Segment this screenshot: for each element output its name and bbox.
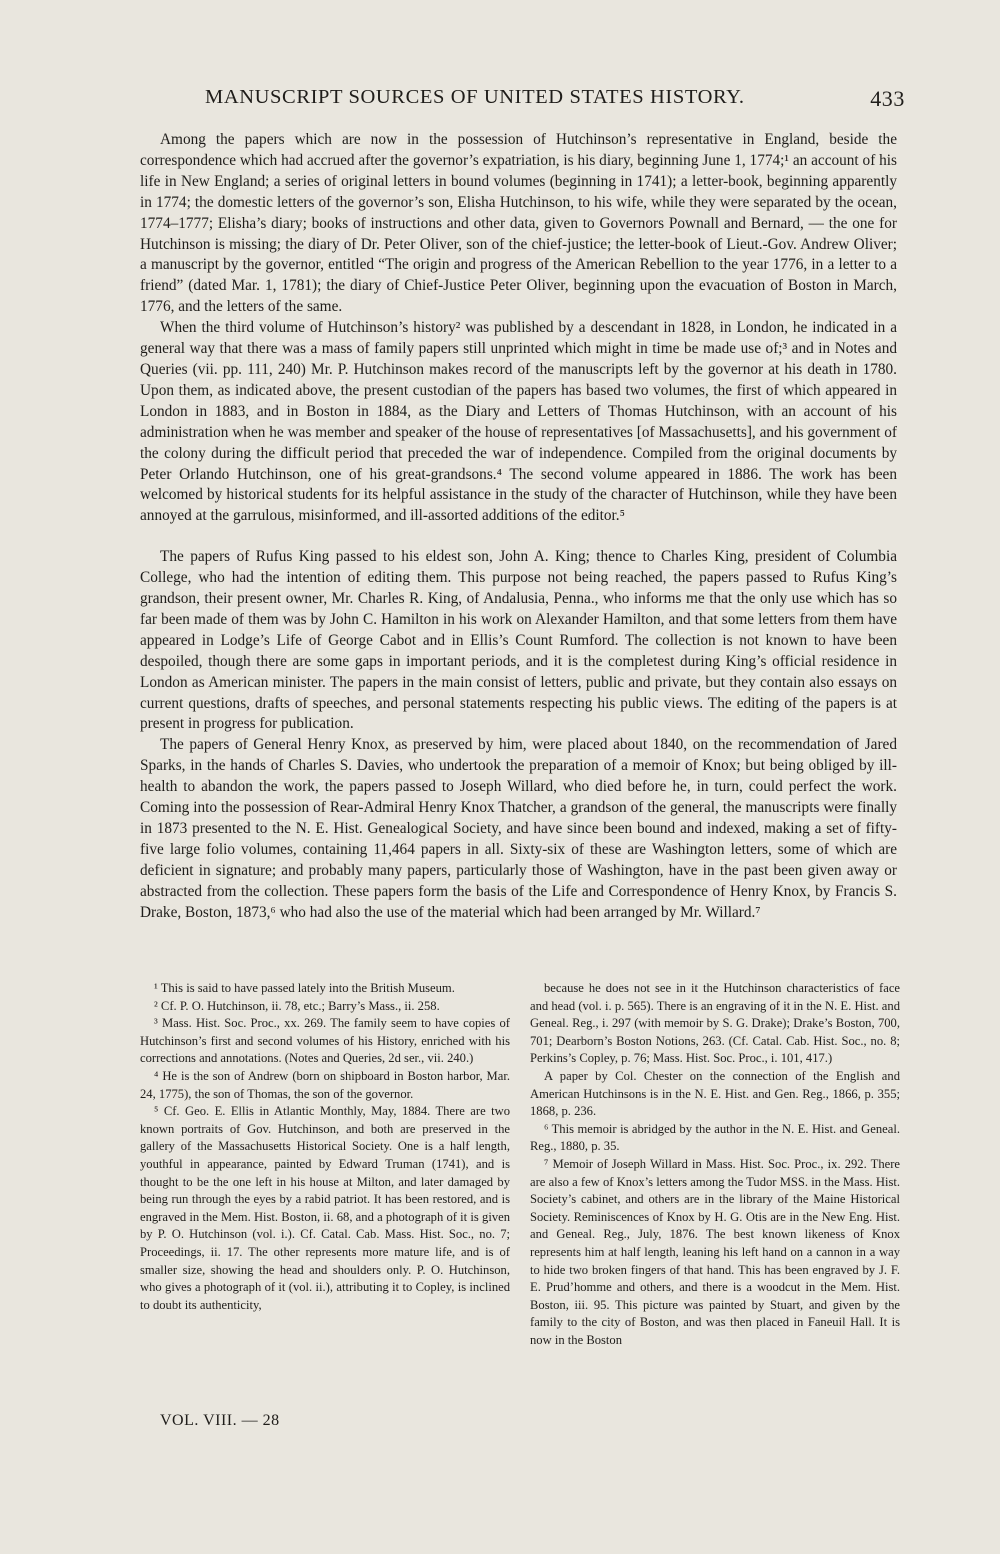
footnote-6: ⁶ This memoir is abridged by the author in the N. E. Hist. and Geneal. Reg., 1880, p. 35. bbox=[530, 1121, 900, 1154]
footnote-3: ³ Mass. Hist. Soc. Proc., xx. 269. The family seem to have copies of Hutchinson’s first and second volumes of his History, enriched with his corrections and annotations. (Notes and Queries, 2d ser., vii. 240.) bbox=[140, 1016, 510, 1066]
footnote-5: ⁵ Cf. Geo. E. Ellis in Atlantic Monthly, May, 1884. There are two known portraits of Gov. Hutchinson, and both are preserved in the gallery of the Massachusetts Historical Society. One is a half length, youthful in appearance, painted by Edward Truman (1741), and is thought to be the one left in his house at Milton, and later damaged by being run through the eyes by a rabid patriot. It has been restored, and is engraved in the Mem. Hist. Boston, ii. 68, and a photograph of it is given by P. O. Hutchinson (vol. i.). Cf. Catal. Cab. Mass. Hist. Soc., no. 7; Proceedings, ii. 17. The other represents more mature life, and is of smaller size, showing the head and shoulders only. P. O. Hutchinson, who gives a photograph of it (vol. ii.), attributing it to Copley, is inclined to doubt its authenticity, bbox=[140, 1104, 510, 1312]
page-number: 433 bbox=[870, 86, 905, 111]
paragraph-knox-papers: The papers of General Henry Knox, as preserved by him, were placed about 1840, on the recommendation of Jared Sparks, in the hands of Charles S. Davies, who undertook the preparation of a memoir of Knox; but being obliged by ill-health to abandon the work, the papers passed to Joseph Willard, who died before he, in turn, could perfect the work. Coming into the possession of Rear-Admiral Henry Knox Thatcher, a grandson of the general, the manuscripts were finally in 1873 presented to the N. E. Hist. Genealogical Society, and have since been bound and indexed, making a set of fifty-five large folio volumes, containing 11,464 papers in all. Sixty-six of these are Washington letters, some of which are deficient in signature; and probably many papers, particularly those of Washington, have in the past been given away or abstracted from the collection. These papers form the basis of the Life and Correspondence of Henry Knox, by Francis S. Drake, Boston, 1873,⁶ who had also the use of the material which had been arranged by Mr. Willard.⁷ bbox=[140, 736, 897, 921]
footnote-2: ² Cf. P. O. Hutchinson, ii. 78, etc.; Barry’s Mass., ii. 258. bbox=[154, 998, 440, 1013]
footnote-5-chester: A paper by Col. Chester on the connection of the English and American Hutchinsons is in the N. E. Hist. and Gen. Reg., 1866, p. 355; 1868, p. 236. bbox=[530, 1068, 900, 1119]
footnote-5-continued: because he does not see in it the Hutchinson characteristics of face and head (vol. i. p. 565). There is an engraving of it in the N. E. Hist. and Geneal. Reg., i. 297 (with memoir by S. G. Drake); Drake’s Boston, 700, 701; Dearborn’s Boston Notions, 263. (Cf. Catal. Cab. Hist. Soc., no. 8; Perkins’s Copley, p. 76; Mass. Hist. Soc. Proc., i. 101, 417.) bbox=[530, 981, 900, 1066]
paragraph-hutchinson-history: When the third volume of Hutchinson’s history² was published by a descendant in 1828, in London, he indicated in a general way that there was a mass of family papers still unprinted which might in time be made use of;³ and in Notes and Queries (vii. pp. 111, 240) Mr. P. Hutchinson makes record of the manuscripts left by the governor at his death in 1780. Upon them, as indicated above, the present custodian of the papers has based two volumes, the first of which appeared in London in 1883, and in Boston in 1884, as the Diary and Letters of Thomas Hutchinson, with an account of his administration when he was member and speaker of the house of representatives [of Massachusetts], and his government of the colony during the difficult period that preceded the war of independence. Compiled from the original documents by Peter Orlando Hutchinson, one of his great-grandsons.⁴ The second volume appeared in 1886. The work has been welcomed by historical students for its helpful assistance in the study of the character of Hutchinson, while they have been annoyed at the garrulous, misinformed, and ill-assorted additions of the editor.⁵ bbox=[140, 319, 897, 525]
footnote-4: ⁴ He is the son of Andrew (born on shipboard in Boston harbor, Mar. 24, 1775), the son of Thomas, the son of the governor. bbox=[140, 1068, 510, 1101]
footnote-1: ¹ This is said to have passed lately into the British Museum. bbox=[154, 981, 455, 995]
footnotes-left-column bbox=[140, 980, 510, 1314]
main-text bbox=[140, 130, 897, 924]
running-header bbox=[205, 86, 905, 116]
footnote-7: ⁷ Memoir of Joseph Willard in Mass. Hist. Soc. Proc., ix. 292. There are also a few of Knox’s letters among the Tudor MSS. in the Mass. Hist. Society’s cabinet, and others are in the library of the Maine Historical Society. Reminiscences of Knox by H. G. Otis are in the New Eng. Hist. and Geneal. Reg., July, 1876. The best known likeness of Knox represents him at half length, leaning his left hand on a cannon in a way to hide two broken fingers of that hand. This has been engraved by J. F. E. Prud’homme and others, and there is a woodcut in the Mem. Hist. Boston, iii. 95. This picture was painted by Stuart, and given by the family to the city of Boston, and was then placed in Faneuil Hall. It is now in the Boston bbox=[530, 1156, 900, 1347]
paragraph-king-papers: The papers of Rufus King passed to his eldest son, John A. King; thence to Charles King, president of Columbia College, who had the intention of editing them. This purpose not being reached, the papers passed to Rufus King’s grandson, their present owner, Mr. Charles R. King, of Andalusia, Penna., who informs me that the only use which has so far been made of them was by John C. Hamilton in his work on Alexander Hamilton, and that some letters from them have appeared in Lodge’s Life of George Cabot and in Ellis’s Count Rumford. The collection is not known to have been despoiled, though there are some gaps in important periods, and it is the completest during King’s official residence in London as American minister. The papers in the main consist of letters, public and private, but they contain also essays on current questions, drafts of speeches, and personal statements respecting his public views. The editing of the papers is at present in progress for publication. bbox=[140, 548, 897, 733]
paragraph-hutchinson-papers: Among the papers which are now in the possession of Hutchinson’s representative in England, beside the correspondence which had accrued after the governor’s expatriation, is his diary, beginning June 1, 1774;¹ an account of his life in New England; a series of original letters in bound volumes (beginning in 1741); a letter-book, beginning apparently in 1774; the domestic letters of the governor’s son, Elisha Hutchinson, to his wife, while they were separated by the ocean, 1774–1777; Elisha’s diary; books of instructions and other data, given to Governors Pownall and Bernard, — the one for Hutchinson is missing; the diary of Dr. Peter Oliver, son of the chief-justice; the letter-book of Lieut.-Gov. Andrew Oliver; a manuscript by the governor, entitled “The origin and progress of the American Rebellion to the year 1776, in a letter to a friend” (dated Mar. 1, 1781); the diary of Chief-Justice Peter Oliver, beginning upon the evacuation of Boston in March, 1776, and the letters of the same. bbox=[140, 131, 897, 316]
footnotes-right-column bbox=[530, 980, 900, 1349]
running-title: MANUSCRIPT SOURCES OF UNITED STATES HISTORY. bbox=[205, 86, 745, 108]
signature-mark: VOL. VIII. — 28 bbox=[160, 1412, 280, 1429]
